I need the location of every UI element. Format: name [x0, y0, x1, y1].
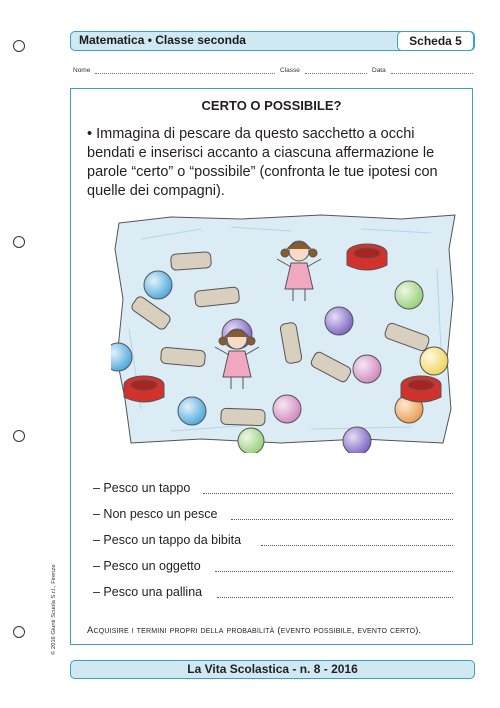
- class-field[interactable]: [305, 73, 367, 74]
- subject-label: Matematica • Classe seconda: [79, 33, 246, 47]
- exercise-panel: [70, 88, 473, 645]
- copyright-notice: © 2016 Giunti Scuola S.r.l., Firenze: [51, 564, 57, 655]
- header-bar: [70, 31, 475, 51]
- learning-objective: Acquisire i termini propri della probabilità (evento possibile, evento certo).: [87, 624, 422, 635]
- name-label: Nome: [73, 67, 91, 74]
- binder-hole: [13, 236, 25, 248]
- statement-text: – Pesco un oggetto: [93, 559, 201, 573]
- exercise-instruction: • Immagina di pescare da questo sacchetto a occhi bendati e inserisci accanto a ciascuna affermazione le parole “certo” o “possibile” (confronta le tue ipotesi con quelle dei compagni).: [87, 126, 438, 199]
- binder-hole: [13, 40, 25, 52]
- answer-field[interactable]: [215, 571, 453, 572]
- date-label: Data: [372, 67, 386, 74]
- sheet-number: Scheda 5: [397, 31, 474, 51]
- class-label: Classe: [280, 67, 300, 74]
- name-field[interactable]: [95, 73, 275, 74]
- answer-field[interactable]: [203, 493, 453, 494]
- footer-bar: La Vita Scolastica - n. 8 - 2016: [70, 660, 475, 679]
- statement-text: – Pesco un tappo: [93, 481, 191, 495]
- statement-text: – Non pesco un pesce: [93, 507, 218, 521]
- bag-illustration: [111, 209, 463, 458]
- answer-field[interactable]: [217, 597, 453, 598]
- answer-field[interactable]: [231, 519, 453, 520]
- statement-text: – Pesco una pallina: [93, 585, 203, 599]
- statement-text: – Pesco un tappo da bibita: [93, 533, 242, 547]
- binder-hole: [13, 430, 25, 442]
- binder-hole: [13, 626, 25, 638]
- exercise-title: CERTO O POSSIBILE?: [201, 98, 342, 113]
- date-field[interactable]: [391, 73, 473, 74]
- bag-drawing: [111, 209, 463, 453]
- answer-field[interactable]: [261, 545, 453, 546]
